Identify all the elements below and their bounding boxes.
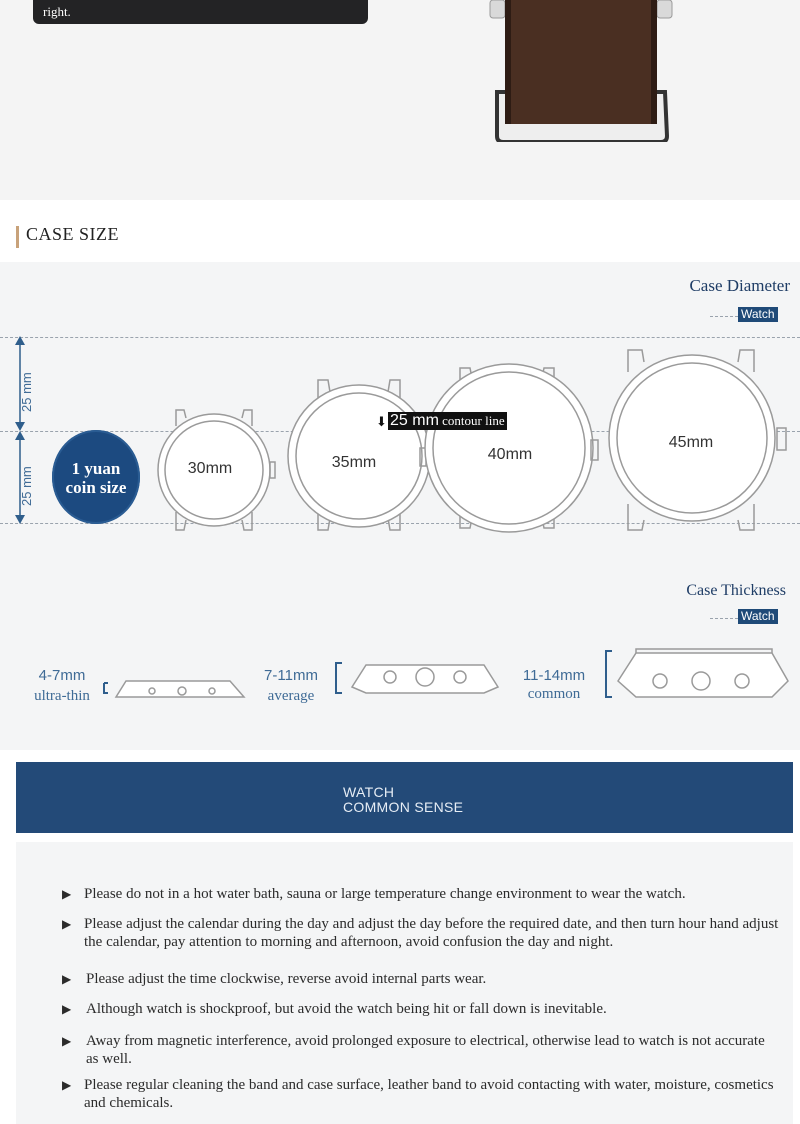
coin-label-line2: coin size bbox=[65, 478, 127, 497]
contour-value: 25 mm bbox=[390, 412, 439, 429]
list-item bbox=[62, 885, 794, 903]
tip-text: Please do not in a hot water bath, sauna or large temperature change environment to wear the watch. bbox=[84, 886, 686, 902]
bullet-arrow-icon: ▶ bbox=[62, 1002, 72, 1016]
case-thickness-diagram bbox=[96, 645, 800, 705]
contour-text: contour line bbox=[442, 413, 505, 428]
diameter-tag-dash bbox=[710, 316, 738, 317]
case-diameter-label: Case Diameter bbox=[689, 276, 790, 295]
watch-40mm-label: 40mm bbox=[487, 446, 533, 463]
tooltip-box bbox=[33, 0, 368, 24]
tip-text: Away from magnetic interference, avoid prolonged exposure to electrical, otherwise lead to watch is not accurate as well. bbox=[86, 1033, 765, 1067]
thickness-tag-dash bbox=[710, 618, 738, 619]
bullet-arrow-icon: ▶ bbox=[62, 1078, 72, 1092]
watch-35mm-label: 35mm bbox=[331, 454, 377, 471]
tip-text: Please adjust the time clockwise, reverse avoid internal parts wear. bbox=[86, 971, 487, 987]
contour-line-label bbox=[388, 412, 507, 430]
thickness-name-ultra-thin: ultra-thin bbox=[34, 688, 90, 704]
thickness-range-average: 7-11mm bbox=[264, 667, 318, 684]
case-size-heading: CASE SIZE bbox=[26, 224, 120, 244]
dimension-upper-label: 25 mm bbox=[19, 372, 34, 412]
list-item bbox=[62, 915, 794, 951]
bullet-arrow-icon: ▶ bbox=[62, 917, 72, 931]
strap-buckle-image bbox=[485, 0, 675, 142]
thickness-watch-tag: Watch bbox=[738, 609, 778, 624]
banner-title-line1: WATCH bbox=[343, 784, 395, 800]
watch-45mm-label: 45mm bbox=[668, 434, 714, 451]
watch-30mm-label: 30mm bbox=[187, 460, 233, 477]
thickness-range-common: 11-14mm bbox=[522, 667, 586, 684]
down-arrow-icon: ⬇ bbox=[376, 414, 387, 429]
tip-text: Please adjust the calendar during the day and adjust the day before the required date, and then turn hour hand adjust the calendar, pay attention to morning and afternoon, avoid confusion the day and night. bbox=[84, 916, 779, 950]
thickness-range-ultra-thin: 4-7mm bbox=[38, 667, 86, 684]
top-product-band bbox=[0, 0, 800, 200]
bullet-arrow-icon: ▶ bbox=[62, 1034, 72, 1048]
banner-title bbox=[343, 785, 463, 815]
tip-text: Please regular cleaning the band and case surface, leather band to avoid contacting with water, moisture, cosmetics and chemicals. bbox=[84, 1077, 774, 1111]
coin-label bbox=[52, 459, 140, 497]
list-item bbox=[62, 1076, 794, 1112]
thickness-name-average: average bbox=[267, 688, 315, 704]
dimension-lower-label: 25 mm bbox=[19, 466, 34, 506]
list-item bbox=[62, 1032, 794, 1068]
heading-accent-bar bbox=[16, 226, 19, 248]
bullet-arrow-icon: ▶ bbox=[62, 887, 72, 901]
guide-line-top bbox=[0, 337, 800, 338]
tooltip-text: right. bbox=[43, 4, 71, 19]
list-item bbox=[62, 1000, 794, 1018]
diameter-watch-tag: Watch bbox=[738, 307, 778, 322]
bullet-arrow-icon: ▶ bbox=[62, 972, 72, 986]
thickness-name-common: common bbox=[527, 686, 581, 702]
list-item bbox=[62, 970, 794, 988]
banner-title-line2: COMMON SENSE bbox=[343, 799, 464, 815]
tip-text: Although watch is shockproof, but avoid the watch being hit or fall down is inevitable. bbox=[86, 1001, 607, 1017]
coin-label-line1: 1 yuan bbox=[71, 459, 121, 478]
case-thickness-label: Case Thickness bbox=[686, 582, 786, 599]
